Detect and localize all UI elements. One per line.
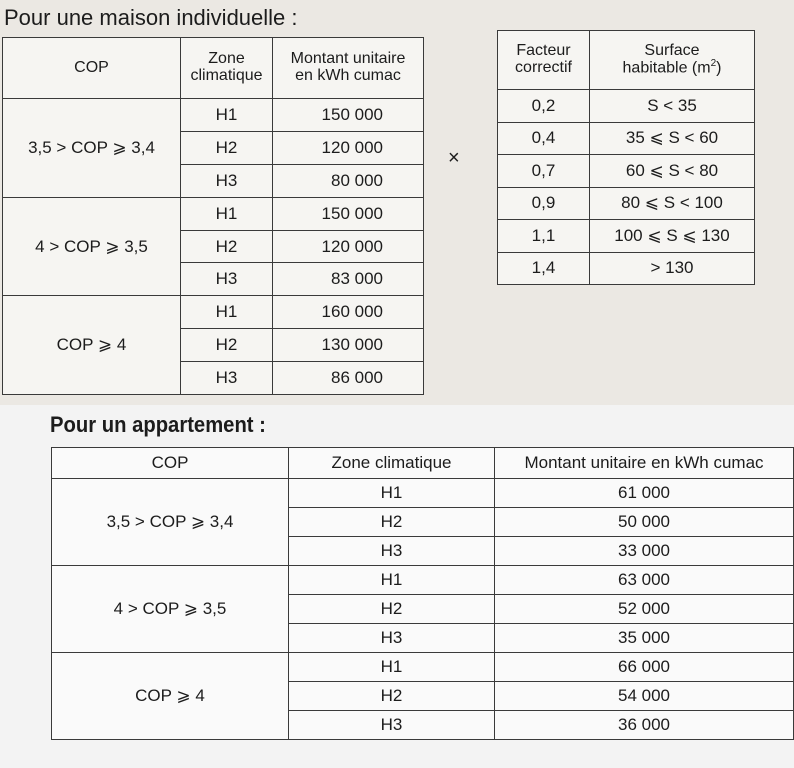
table-row	[52, 653, 794, 682]
table-row	[498, 155, 755, 188]
house-amount-cell: 160 000	[273, 296, 424, 329]
table-row	[3, 197, 424, 230]
apartment-zone-cell: H2	[289, 682, 495, 711]
house-header-zone-line2: climatique	[190, 67, 263, 84]
house-cop-cell: COP ⩾ 4	[3, 296, 181, 395]
table-row	[52, 479, 794, 508]
factor-header-line1: Facteur	[516, 42, 571, 60]
apartment-amount-cell: 61 000	[495, 479, 794, 508]
apartment-table	[51, 447, 794, 740]
surface-cell: 80 ⩽ S < 100	[590, 187, 755, 220]
house-zone-cell: H2	[181, 329, 273, 362]
house-amount-cell: 86 000	[273, 362, 424, 395]
surface-header-text: habitable (m	[622, 59, 711, 77]
factor-cell: 0,9	[498, 187, 590, 220]
house-amount-cell: 130 000	[273, 329, 424, 362]
table-row	[3, 99, 424, 132]
house-cop-cell: 4 > COP ⩾ 3,5	[3, 197, 181, 296]
factor-cell: 1,1	[498, 220, 590, 253]
factor-cell: 0,2	[498, 90, 590, 123]
apartment-amount-cell: 63 000	[495, 566, 794, 595]
surface-cell: S < 35	[590, 90, 755, 123]
apartment-zone-cell: H2	[289, 508, 495, 537]
house-header-zone-line1: Zone	[208, 50, 245, 68]
house-amount-cell: 120 000	[273, 230, 424, 263]
house-cop-cell: 3,5 > COP ⩾ 3,4	[3, 99, 181, 198]
house-table-header-row	[3, 38, 424, 99]
multiply-sign: ×	[448, 147, 460, 169]
apartment-zone-cell: H1	[289, 479, 495, 508]
house-header-zone	[181, 38, 273, 99]
surface-cell: 35 ⩽ S < 60	[590, 122, 755, 155]
house-amount-cell: 120 000	[273, 131, 424, 164]
factor-header-factor	[498, 31, 590, 90]
house-table	[2, 37, 424, 395]
apartment-table-header-row	[52, 448, 794, 479]
apartment-zone-cell: H2	[289, 595, 495, 624]
surface-header-close: )	[716, 59, 722, 77]
house-header-amount-line1: Montant unitaire	[290, 50, 406, 68]
apartment-cop-cell: 3,5 > COP ⩾ 3,4	[52, 479, 289, 566]
house-section-title: Pour une maison individuelle :	[4, 5, 298, 30]
table-row	[498, 122, 755, 155]
house-header-amount-line2: en kWh cumac	[295, 67, 401, 84]
apartment-amount-cell: 35 000	[495, 624, 794, 653]
surface-cell: > 130	[590, 252, 755, 285]
apartment-header-cop: COP	[52, 448, 289, 479]
apartment-amount-cell: 52 000	[495, 595, 794, 624]
factor-cell: 0,4	[498, 122, 590, 155]
house-zone-cell: H2	[181, 230, 273, 263]
house-amount-cell: 83 000	[273, 263, 424, 296]
apartment-amount-cell: 50 000	[495, 508, 794, 537]
factor-cell: 0,7	[498, 155, 590, 188]
factor-header-surface	[590, 31, 755, 90]
house-amount-cell: 150 000	[273, 99, 424, 132]
apartment-header-zone: Zone climatique	[289, 448, 495, 479]
surface-header-line2	[590, 59, 754, 77]
surface-header-line1: Surface	[644, 41, 700, 59]
table-row	[498, 187, 755, 220]
apartment-zone-cell: H1	[289, 653, 495, 682]
house-header-amount	[273, 38, 424, 99]
apartment-amount-cell: 33 000	[495, 537, 794, 566]
apartment-zone-cell: H3	[289, 537, 495, 566]
apartment-section-title: Pour un appartement :	[50, 412, 266, 437]
apartment-amount-cell: 36 000	[495, 711, 794, 740]
house-zone-cell: H1	[181, 296, 273, 329]
apartment-zone-cell: H3	[289, 711, 495, 740]
surface-cell: 60 ⩽ S < 80	[590, 155, 755, 188]
apartment-cop-cell: COP ⩾ 4	[52, 653, 289, 740]
apartment-zone-cell: H1	[289, 566, 495, 595]
house-zone-cell: H1	[181, 99, 273, 132]
apartment-header-amount: Montant unitaire en kWh cumac	[495, 448, 794, 479]
house-zone-cell: H2	[181, 131, 273, 164]
table-row	[3, 296, 424, 329]
table-row	[498, 220, 755, 253]
factor-cell: 1,4	[498, 252, 590, 285]
surface-header-sup: 2	[710, 58, 717, 70]
apartment-cop-cell: 4 > COP ⩾ 3,5	[52, 566, 289, 653]
table-row	[498, 252, 755, 285]
factor-header-line2: correctif	[515, 59, 572, 76]
apartment-amount-cell: 54 000	[495, 682, 794, 711]
apartment-zone-cell: H3	[289, 624, 495, 653]
table-row	[52, 566, 794, 595]
house-zone-cell: H1	[181, 197, 273, 230]
apartment-amount-cell: 66 000	[495, 653, 794, 682]
factor-table-header-row	[498, 31, 755, 90]
house-amount-cell: 150 000	[273, 197, 424, 230]
table-row	[498, 90, 755, 123]
house-header-cop: COP	[3, 38, 181, 99]
house-zone-cell: H3	[181, 164, 273, 197]
house-zone-cell: H3	[181, 263, 273, 296]
house-zone-cell: H3	[181, 362, 273, 395]
house-amount-cell: 80 000	[273, 164, 424, 197]
surface-cell: 100 ⩽ S ⩽ 130	[590, 220, 755, 253]
factor-table	[497, 30, 755, 285]
